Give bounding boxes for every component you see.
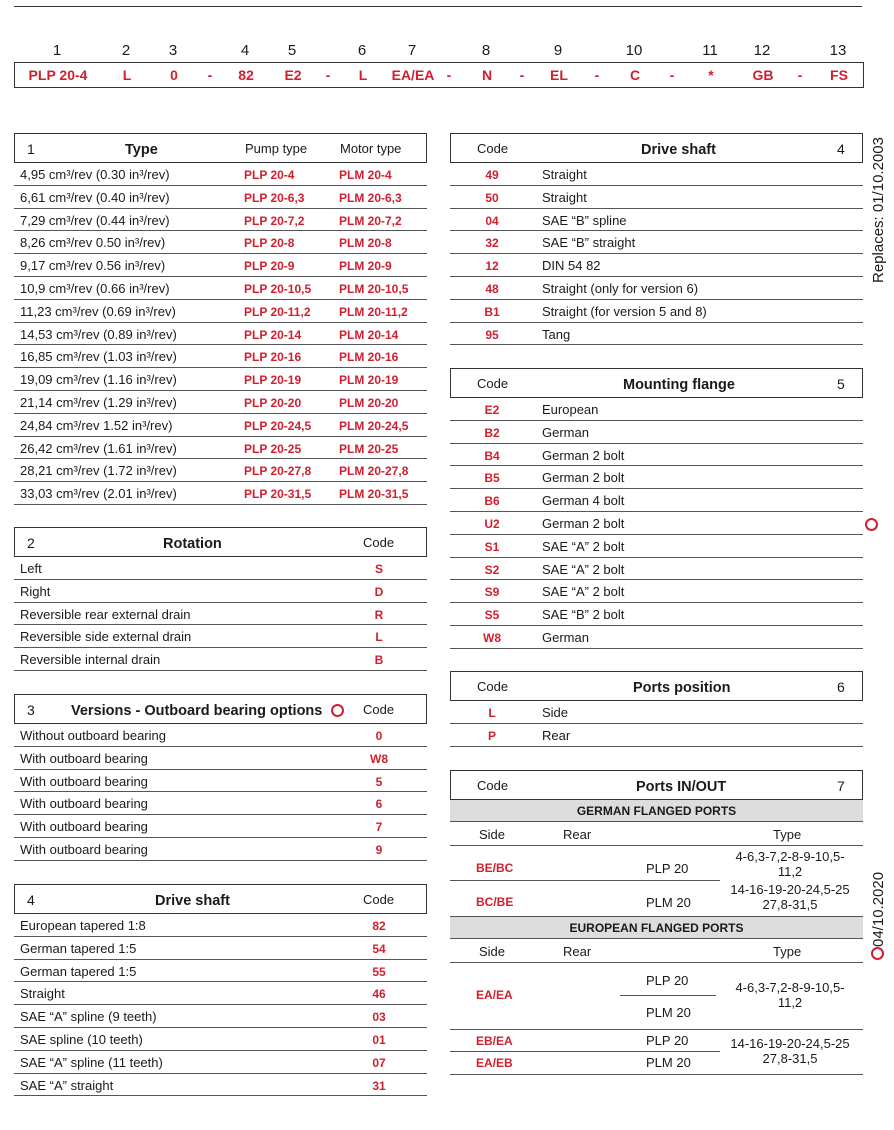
option-label: SAE “B” spline [542,212,627,228]
option-code: S9 [484,585,500,600]
type-column: Type [773,944,802,959]
position-number: 7 [407,42,417,59]
option-code: B4 [484,448,500,463]
section-title: Drive shaft [641,142,716,158]
option-code: E2 [484,403,500,417]
position-number: 6 [357,42,367,59]
table-row [450,323,863,346]
option-label: With outboard bearing [20,819,148,835]
ports-position-table [450,671,863,747]
option-label: Straight (only for version 6) [542,280,699,296]
pump-label: PLM 20 [646,895,691,910]
motor-code: PLM 20-9 [339,259,392,274]
option-label: Straight [542,189,587,205]
option-label: Reversible rear external drain [20,606,191,622]
code-separator: - [669,67,675,83]
option-label: SAE “A” spline (11 teeth) [20,1054,163,1070]
motor-code: PLM 20-24,5 [339,418,409,433]
displacement: 16,85 cm³/rev (1.03 in³/rev) [20,349,177,365]
motor-code: PLM 20-19 [339,373,399,388]
table-row [450,163,863,186]
position-number: 11 [702,42,718,59]
position-number: 2 [121,42,131,59]
option-label: With outboard bearing [20,750,148,766]
displacement: 6,61 cm³/rev (0.40 in³/rev) [20,189,170,205]
pump-label: PLP 20 [646,861,689,876]
option-code: L [488,706,496,720]
option-label: SAE spline (10 teeth) [20,1031,143,1047]
motor-code: PLM 20-6,3 [339,190,402,205]
pump-label: PLP 20 [646,973,689,988]
option-code: S [374,562,384,576]
table-row [450,398,863,421]
german-ports-block [450,846,863,917]
table-row [14,1005,427,1028]
option-code: 49 [485,168,499,182]
pump-code: PLP 20-14 [244,327,302,342]
rotation-header [14,527,427,557]
displacement: 26,42 cm³/rev (1.61 in³/rev) [20,440,177,456]
table-row [14,1028,427,1051]
pump-code: PLP 20-11,2 [244,304,311,319]
type-list: 14-16-19-20-24,5-25 [730,882,850,897]
type-list: 11,2 [777,864,803,879]
code-header: Code [477,679,509,694]
pump-code: PLP 20-27,8 [244,464,312,479]
section-number: 7 [837,778,845,794]
option-code: R [374,607,384,622]
table-row [450,421,863,444]
option-code: 07 [372,1055,386,1070]
table-row [14,459,427,482]
option-code: B5 [484,471,500,486]
side-column: Side [479,944,506,959]
table-row [450,277,863,300]
port-code: EA/EB [476,1056,513,1070]
ports-inout-table [450,770,863,1075]
code-segment: PLP 20-4 [28,67,88,83]
european-ports-block-1 [450,963,863,1030]
table-row [450,724,863,747]
code-separator: - [207,67,213,83]
rear-column: Rear [563,944,592,959]
pump-code: PLP 20-16 [244,350,302,365]
option-label: Straight [20,986,65,1002]
option-code: 9 [375,842,383,857]
side-column: Side [479,827,506,842]
option-code: 7 [375,820,383,835]
motor-code: PLM 20-31,5 [339,487,409,502]
mounting-header [450,368,863,398]
motor-type-header: Motor type [340,141,402,156]
motor-code: PLM 20-7,2 [339,213,402,228]
option-label: DIN 54 82 [542,258,601,274]
motor-code: PLM 20-27,8 [339,464,409,479]
table-row [14,254,427,277]
replaces-note: Replaces: 01/10.2003 [870,137,887,283]
code-separator: - [594,67,600,83]
revision-marker-icon [871,947,884,960]
motor-code: PLM 20-8 [339,236,392,251]
table-row [14,1051,427,1074]
code-segment: N [481,67,493,83]
table-row [14,1074,427,1097]
table-row [14,345,427,368]
option-label: Straight [542,167,587,182]
type-list: 4-6,3-7,2-8-9-10,5- [735,980,845,995]
option-label: German 2 bolt [542,447,625,463]
position-number: 8 [481,42,491,59]
option-code: S2 [484,562,500,577]
table-row [14,414,427,437]
code-segment: EA/EA [391,67,435,83]
section-number: 2 [27,535,35,551]
option-code: 32 [485,236,499,251]
displacement: 19,09 cm³/rev (1.16 in³/rev) [20,372,177,388]
option-label: SAE “A” 2 bolt [542,538,625,554]
table-row [14,815,427,838]
displacement: 9,17 cm³/rev 0.56 in³/rev) [20,258,166,274]
code-segment: FS [830,67,848,83]
german-column-header [450,822,863,846]
pump-code: PLP 20-20 [244,395,302,410]
option-code: 54 [372,941,386,956]
table-row [450,489,863,512]
type-list: 14-16-19-20-24,5-25 [730,1036,850,1051]
position-number: 5 [287,42,297,59]
type-list: 11,2 [777,995,803,1010]
code-separator: - [797,67,803,83]
option-code: L [375,630,383,645]
pump-label: PLM 20 [646,1005,691,1020]
table-row [14,960,427,983]
table-row [14,937,427,960]
section-title: Drive shaft [155,893,230,909]
section-number: 4 [837,141,845,157]
option-label: With outboard bearing [20,841,148,857]
option-label: Without outboard bearing [20,728,166,743]
section-number: 5 [837,376,845,392]
code-header: Code [363,702,395,717]
pump-code: PLP 20-10,5 [244,281,312,296]
motor-code: PLM 20-20 [339,395,399,410]
option-label: German [542,424,589,440]
section-title: Rotation [163,536,222,552]
order-code-bar [14,62,864,88]
table-row [14,163,427,186]
displacement: 11,23 cm³/rev (0.69 in³/rev) [20,303,176,319]
section-title: Ports position [633,680,731,696]
code-segment: 82 [238,67,254,83]
table-row [14,482,427,505]
position-number: 10 [625,42,643,59]
option-label: SAE “B” straight [542,235,636,251]
position-numbers [14,42,864,60]
option-code: B2 [484,425,500,440]
type-list: 27,8-31,5 [762,1051,818,1066]
type-list: 4-6,3-7,2-8-9-10,5- [735,849,845,864]
option-label: European [542,402,599,417]
table-row [14,391,427,414]
section-number: 4 [27,892,35,908]
drive-shaft-header [14,884,427,914]
section-number: 6 [837,679,845,695]
option-label: Rear [542,727,571,743]
motor-code: PLM 20-25 [339,441,399,456]
option-code: B6 [484,494,500,509]
option-code: B1 [484,304,500,319]
pump-code: PLP 20-8 [244,236,295,251]
pump-code: PLP 20-19 [244,373,302,388]
displacement: 7,29 cm³/rev (0.44 in³/rev) [20,212,170,228]
table-row [14,277,427,300]
table-row [14,437,427,460]
option-code: W8 [370,751,388,766]
option-label: Left [20,561,42,576]
port-code: BE/BC [476,861,514,875]
displacement: 10,9 cm³/rev (0.66 in³/rev) [20,280,170,296]
rear-column: Rear [563,827,592,842]
option-label: SAE “A” straight [20,1077,114,1093]
code-segment: EL [550,67,568,83]
european-column-header [450,939,863,963]
section-title: Mounting flange [623,377,735,393]
table-row [14,557,427,580]
table-row [14,300,427,323]
table-row [450,626,863,649]
german-ports-subheader: GERMAN FLANGED PORTS [450,800,863,822]
position-number: 13 [829,42,847,59]
option-label: Right [20,583,51,599]
option-code: P [487,728,497,743]
port-code: BC/BE [476,895,514,909]
code-header: Code [477,376,509,391]
table-row [450,466,863,489]
port-code: EA/EA [476,988,513,1002]
code-segment: GB [752,67,774,83]
ports-inout-header [450,770,863,800]
position-number: 1 [52,42,62,59]
option-code: D [374,584,384,599]
table-row [14,603,427,626]
option-code: 55 [372,964,386,979]
option-code: 01 [372,1032,386,1047]
table-row [14,838,427,861]
displacement: 33,03 cm³/rev (2.01 in³/rev) [20,486,177,502]
drive-shaft-table-right [450,133,863,345]
revision-date: 04/10.2020 [870,871,887,947]
option-code: B [374,653,384,668]
table-row [14,209,427,232]
table-row [450,444,863,467]
displacement: 8,26 cm³/rev 0.50 in³/rev) [20,235,166,251]
table-row [14,982,427,1005]
rotation-table [14,527,427,671]
option-code: 82 [372,919,386,933]
table-row [14,914,427,937]
option-label: SAE “A” 2 bolt [542,561,625,577]
option-code: 50 [485,190,499,205]
versions-table [14,694,427,861]
code-segment: * [708,67,714,83]
table-row [14,323,427,346]
option-code: W8 [483,630,501,645]
position-number: 3 [168,42,178,59]
code-header: Code [477,778,509,793]
table-row [14,792,427,815]
code-segment: C [629,67,641,83]
pump-label: PLP 20 [646,1033,689,1048]
displacement: 28,21 cm³/rev (1.72 in³/rev) [20,463,177,479]
option-label: German [542,629,589,645]
pump-code: PLP 20-24,5 [244,418,312,433]
code-separator: - [446,67,452,83]
table-row [14,648,427,671]
option-code: 04 [485,213,499,228]
port-code: EB/EA [476,1034,513,1048]
option-code: 48 [485,281,499,296]
option-label: European tapered 1:8 [20,918,146,933]
option-label: With outboard bearing [20,773,148,789]
table-row [14,580,427,603]
option-code: 46 [372,987,386,1002]
table-row [14,625,427,648]
table-row [450,603,863,626]
option-label: With outboard bearing [20,796,148,812]
table-row [450,535,863,558]
code-separator: - [325,67,331,83]
pump-code: PLP 20-7,2 [244,213,305,228]
displacement: 14,53 cm³/rev (0.89 in³/rev) [20,326,177,342]
option-label: Reversible side external drain [20,629,192,645]
option-code: 03 [372,1010,386,1025]
option-code: 31 [372,1078,386,1093]
option-label: Side [542,705,569,720]
section-number: 1 [27,141,35,157]
european-ports-block-2 [450,1030,863,1075]
code-segment: 0 [170,67,178,83]
pump-label: PLM 20 [646,1055,691,1070]
option-code: 5 [375,774,383,789]
table-row [450,231,863,254]
option-code: 12 [485,259,499,274]
code-segment: E2 [284,67,302,83]
drive-shaft-header [450,133,863,163]
option-code: U2 [484,516,500,531]
table-row [14,724,427,747]
section-title: Ports IN/OUT [636,779,727,795]
section-number: 3 [27,702,35,718]
motor-code: PLM 20-10,5 [339,281,409,296]
motor-code: PLM 20-16 [339,350,399,365]
position-number: 4 [240,42,250,59]
option-code: 95 [485,327,499,342]
motor-code: PLM 20-4 [339,168,392,182]
drive-shaft-table-left [14,884,427,1096]
option-code: S1 [484,539,500,554]
option-label: SAE “A” 2 bolt [542,584,625,600]
option-label: German 2 bolt [542,515,625,531]
displacement: 4,95 cm³/rev (0.30 in³/rev) [20,167,170,182]
pump-code: PLP 20-25 [244,441,302,456]
table-row [14,368,427,391]
option-label: German 4 bolt [542,493,625,509]
position-number: 9 [553,42,563,59]
table-row [14,186,427,209]
revision-marker-icon [865,518,878,531]
option-label: German tapered 1:5 [20,940,137,956]
option-label: German 2 bolt [542,470,625,486]
type-header [14,133,427,163]
option-code: S5 [484,608,500,623]
code-separator: - [519,67,525,83]
option-code: 6 [375,797,383,812]
pump-code: PLP 20-31,5 [244,487,312,502]
type-column: Type [773,827,802,842]
table-row [14,231,427,254]
option-label: German tapered 1:5 [20,963,137,979]
option-label: Tang [542,326,571,342]
table-row [450,558,863,581]
code-header: Code [477,141,509,156]
table-row [14,770,427,793]
table-row [450,580,863,603]
table-row [450,701,863,724]
option-label: Straight (for version 5 and 8) [542,303,707,319]
table-row [450,254,863,277]
option-label: SAE “B” 2 bolt [542,607,625,623]
position-number: 12 [753,42,771,59]
type-list: 27,8-31,5 [762,897,818,912]
versions-header [14,694,427,724]
table-row [14,747,427,770]
section-title: Type [125,142,158,158]
table-row [450,300,863,323]
ports-position-header [450,671,863,701]
table-row [450,512,863,535]
motor-code: PLM 20-14 [339,327,399,342]
table-row [450,209,863,232]
code-segment: L [122,67,132,83]
option-label: Reversible internal drain [20,652,161,668]
table-row [450,186,863,209]
code-header: Code [363,892,395,907]
code-segment: L [358,67,368,83]
pump-code: PLP 20-4 [244,168,295,182]
code-header: Code [363,535,395,550]
motor-code: PLM 20-11,2 [339,304,408,319]
type-table [14,133,427,505]
mounting-flange-table [450,368,863,649]
displacement: 24,84 cm³/rev 1.52 in³/rev) [20,417,173,433]
pump-code: PLP 20-6,3 [244,190,305,205]
pump-type-header: Pump type [245,141,308,156]
displacement: 21,14 cm³/rev (1.29 in³/rev) [20,394,177,410]
section-title: Versions - Outboard bearing options [71,703,323,719]
option-code: 0 [375,729,383,743]
top-rule [14,6,862,7]
option-label: SAE “A” spline (9 teeth) [20,1009,157,1025]
revision-marker-icon [331,704,344,717]
pump-code: PLP 20-9 [244,259,295,274]
european-ports-subheader: EUROPEAN FLANGED PORTS [450,917,863,939]
